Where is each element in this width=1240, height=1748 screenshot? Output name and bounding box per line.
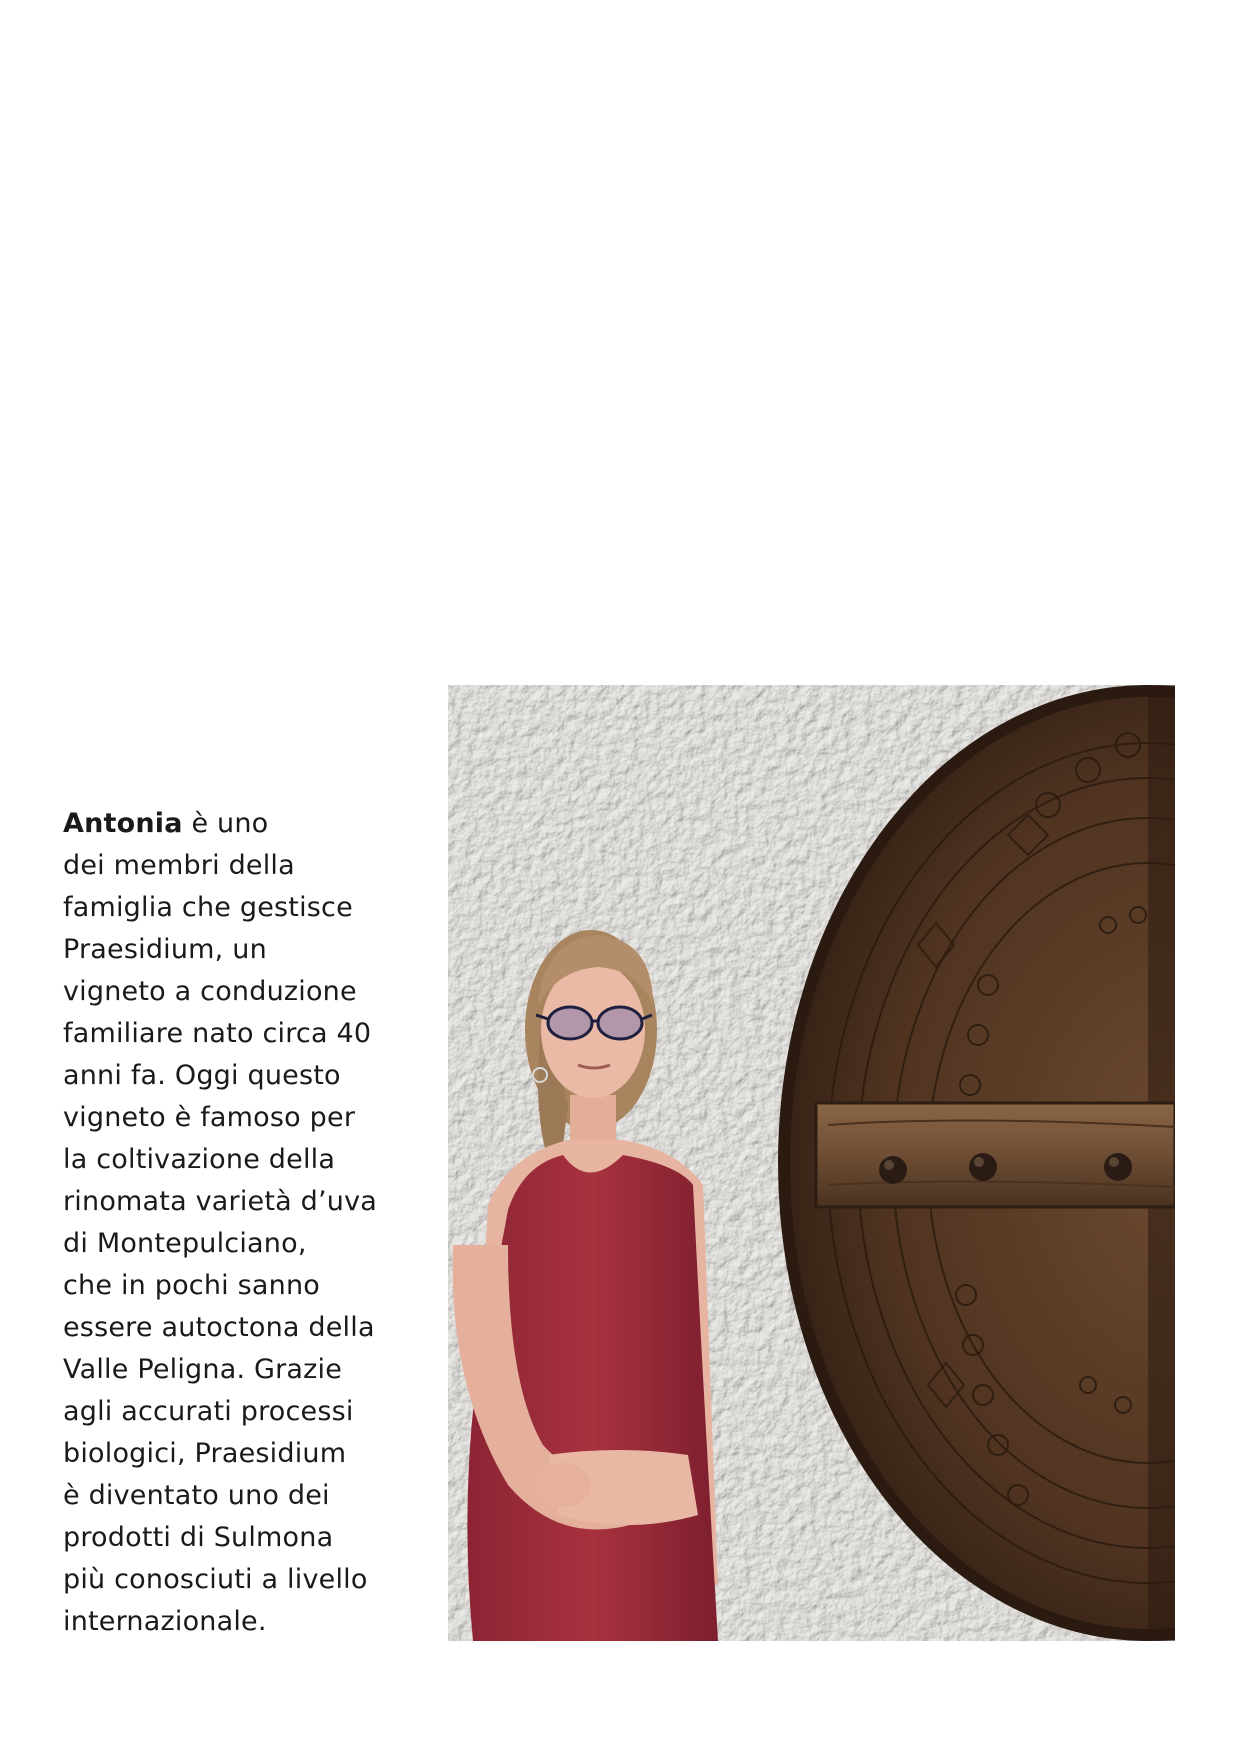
caption-line: che in pochi sanno — [63, 1270, 321, 1301]
caption-text — [63, 803, 403, 1643]
portrait-photo — [448, 685, 1175, 1641]
caption-first-line-rest: è uno — [182, 808, 269, 839]
caption-name: Antonia — [63, 808, 183, 839]
caption-line: vigneto a conduzione — [63, 976, 357, 1007]
caption-line: familiare nato circa 40 — [63, 1018, 372, 1049]
caption-line: famiglia che gestisce — [63, 892, 353, 923]
caption-line: la coltivazione della — [63, 1144, 336, 1175]
caption-line: prodotti di Sulmona — [63, 1522, 334, 1553]
caption-line: rinomata varietà d’uva — [63, 1186, 378, 1217]
caption-line: vigneto è famoso per — [63, 1102, 356, 1133]
portrait-illustration — [448, 685, 1175, 1641]
caption-line: internazionale. — [63, 1606, 267, 1637]
caption-line-first — [63, 803, 403, 845]
caption-line: di Montepulciano, — [63, 1228, 307, 1259]
caption-line: Praesidium, un — [63, 934, 267, 965]
caption-line: agli accurati processi — [63, 1396, 354, 1427]
caption-line: anni fa. Oggi questo — [63, 1060, 341, 1091]
caption-line: più conosciuti a livello — [63, 1564, 368, 1595]
caption-line: biologici, Praesidium — [63, 1438, 347, 1469]
caption-line: Valle Peligna. Grazie — [63, 1354, 343, 1385]
caption-line: è diventato uno dei — [63, 1480, 330, 1511]
caption-line: dei membri della — [63, 850, 295, 881]
caption-line: essere autoctona della — [63, 1312, 375, 1343]
wooden-beam — [816, 1103, 1175, 1207]
